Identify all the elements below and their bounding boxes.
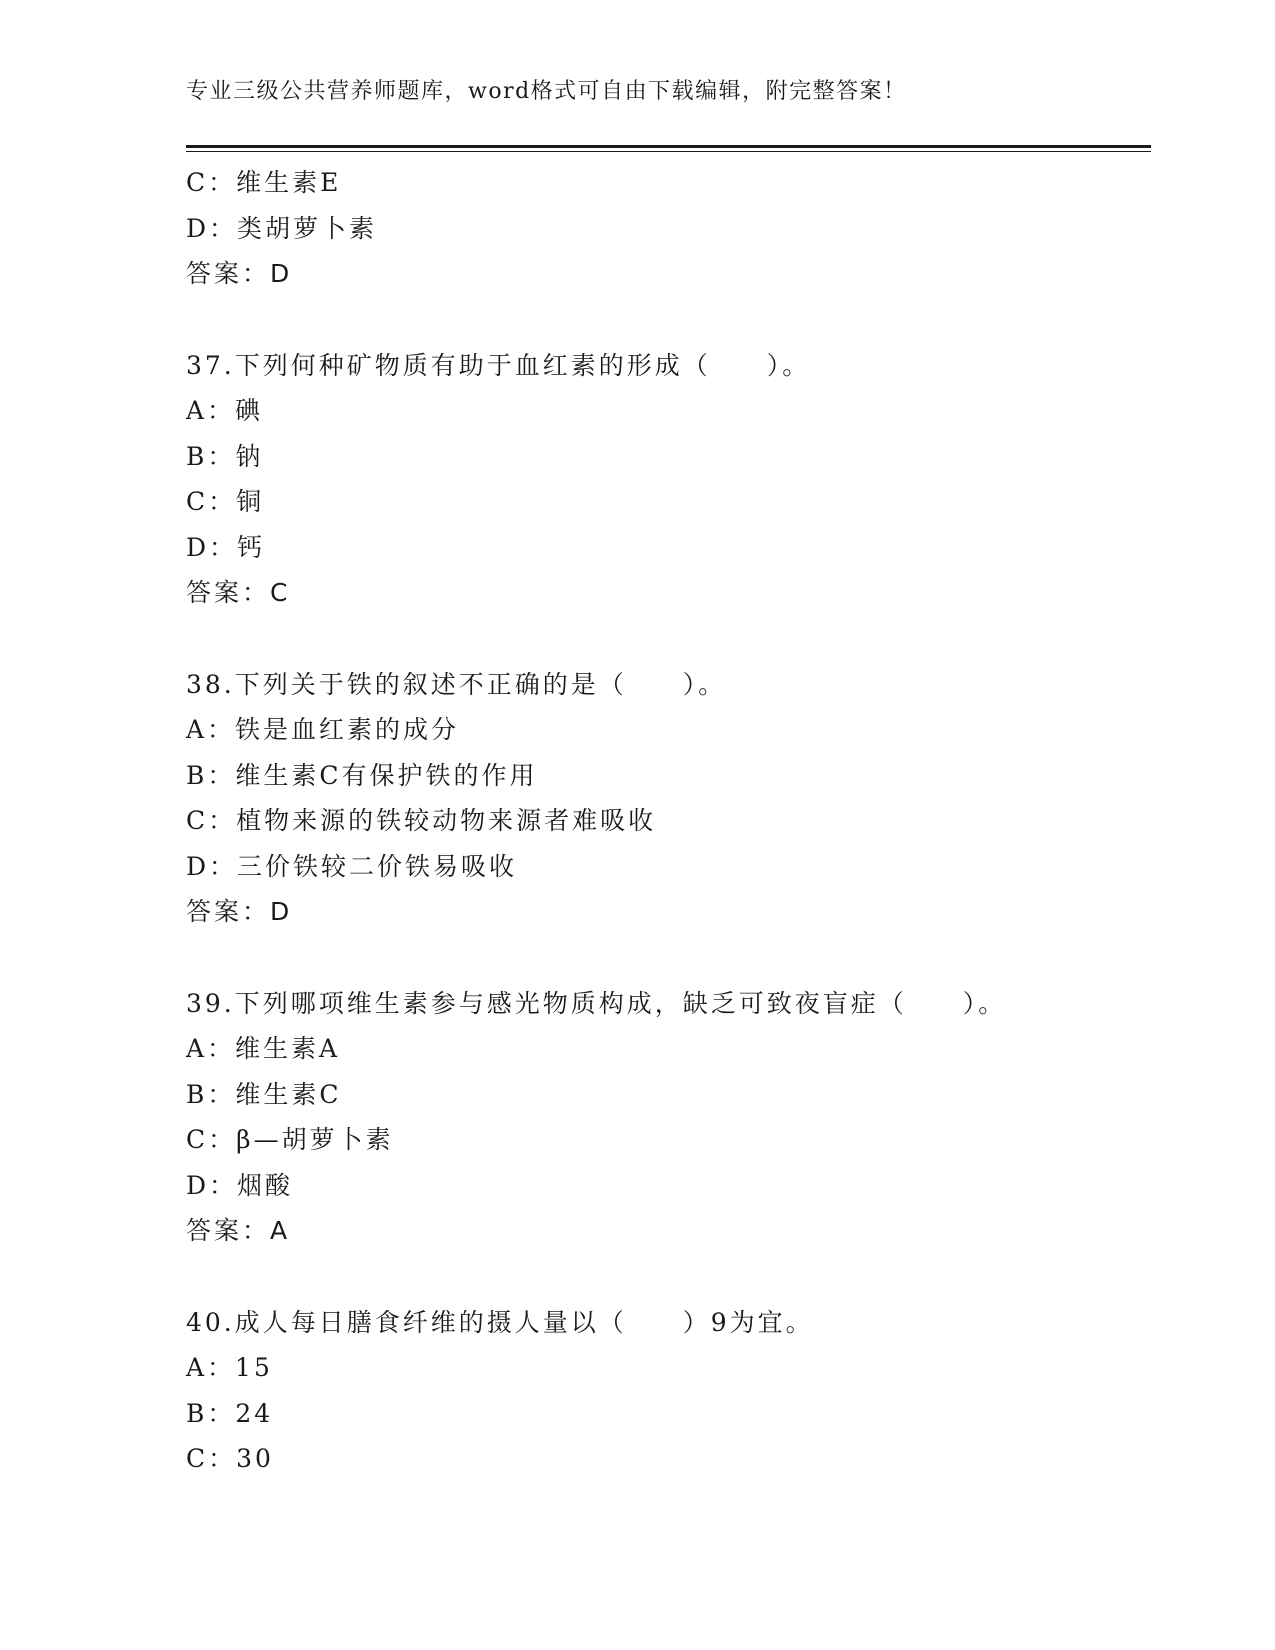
option-d: D：三价铁较二价铁易吸收 bbox=[186, 851, 518, 881]
question-stem-37: 37.下列何种矿物质有助于血红素的形成（ ）。 bbox=[186, 350, 811, 380]
option-b: B：钠 bbox=[186, 441, 264, 471]
option-a: A：维生素A bbox=[186, 1034, 341, 1063]
question-stem-39: 39.下列哪项维生素参与感光物质构成，缺乏可致夜盲症（ ）。 bbox=[186, 988, 1007, 1018]
question-stem-40: 40.成人每日膳食纤维的摄人量以（ ）9为宜。 bbox=[186, 1307, 814, 1337]
question-content bbox=[186, 160, 1151, 1482]
option-a: A：铁是血红素的成分 bbox=[186, 715, 460, 744]
option-d: D：钙 bbox=[186, 532, 266, 562]
option-c: C：β—胡萝卜素 bbox=[186, 1125, 394, 1154]
option-c: C：维生素E bbox=[186, 168, 342, 197]
option-a: A：碘 bbox=[186, 396, 264, 425]
page-header: 专业三级公共营养师题库，word格式可自由下载编辑，附完整答案！ bbox=[186, 79, 907, 104]
option-c: C：铜 bbox=[186, 487, 265, 516]
header-rule-thick bbox=[186, 145, 1151, 148]
option-c: C：30 bbox=[186, 1444, 274, 1473]
option-d: D：类胡萝卜素 bbox=[186, 213, 378, 243]
option-d: D：烟酸 bbox=[186, 1170, 294, 1200]
option-a: A：15 bbox=[186, 1353, 273, 1382]
option-c: C：植物来源的铁较动物来源者难吸收 bbox=[186, 806, 657, 835]
answer-line: 答案：D bbox=[186, 259, 293, 288]
option-b: B：维生素C bbox=[186, 1079, 342, 1109]
option-b: B：维生素C有保护铁的作用 bbox=[186, 760, 538, 790]
answer-line: 答案：A bbox=[186, 1216, 291, 1245]
question-stem-38: 38.下列关于铁的叙述不正确的是（ ）。 bbox=[186, 669, 727, 699]
header-rule-thin bbox=[186, 151, 1151, 152]
answer-line: 答案：C bbox=[186, 578, 291, 607]
option-b: B：24 bbox=[186, 1398, 274, 1428]
answer-line: 答案：D bbox=[186, 897, 293, 926]
